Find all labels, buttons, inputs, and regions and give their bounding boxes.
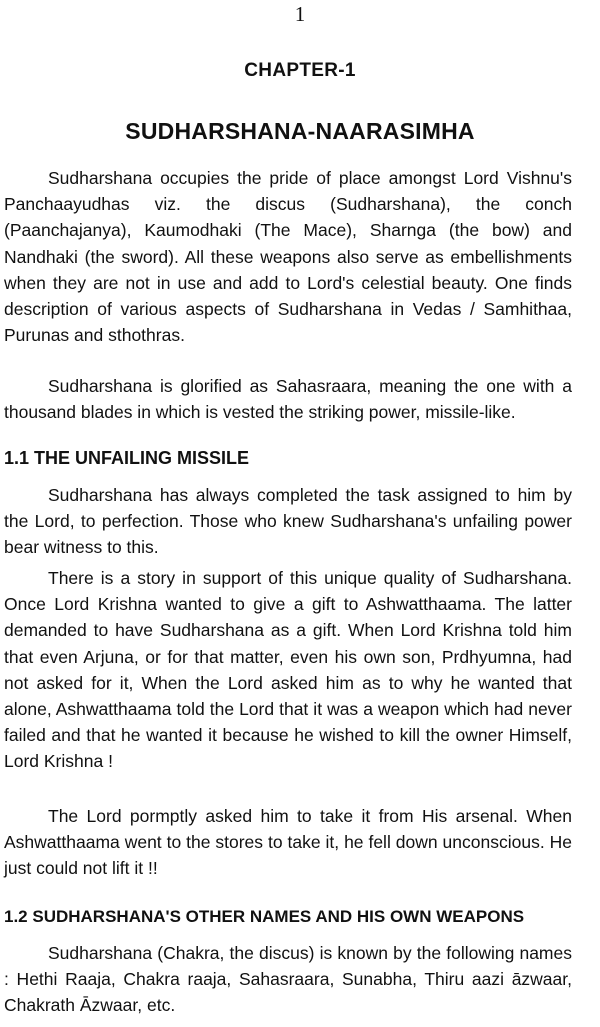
- section-heading-other-names: 1.2 SUDHARSHANA'S OTHER NAMES AND HIS OWN WEAPONS: [4, 907, 525, 926]
- paragraph-intro: [4, 165, 572, 348]
- paragraph-text: Sudharshana is glorified as Sahasraara, meaning the one with a thousand blades in which is vested the striking power, missile-like.: [4, 376, 572, 423]
- section-heading-unfailing-missile: 1.1 THE UNFAILING MISSILE: [4, 448, 250, 468]
- paragraph-names: [4, 940, 572, 1019]
- paragraph-text: Sudharshana has always completed the task assigned to him by the Lord, to perfection. Those who knew Sudharshana's unfailing power bear witness to this.: [4, 485, 572, 558]
- paragraph-sahasraara: [4, 373, 572, 425]
- chapter-label: CHAPTER-1: [244, 60, 356, 81]
- paragraph-text: Sudharshana occupies the pride of place amongst Lord Vishnu's Panchaayudhas viz. the discus (Sudharshana), the conch (Paanchajanya), Kaumodhaki (The Mace), Sharnga (the bow) and Nandhaki (the sword). All these weapons also serve as embellishments when they are not in use and add to Lord's celestial beauty. One finds description of various aspects of Sudharshana in Vedas / Samhithaa, Purunas and sthothras.: [4, 168, 572, 346]
- chapter-title: SUDHARSHANA-NAARASIMHA: [125, 118, 475, 144]
- paragraph-text: There is a story in support of this unique quality of Sudharshana. Once Lord Krishna wanted to give a gift to Ashwatthaama. The latter demanded to have Sudharshana as a gift. When Lord Krishna told him that even Arjuna, or for that matter, even his own son, Prdhyumna, had not asked for it, When the Lord asked him as to why he wanted that alone, Ashwatthaama told the Lord that it was a weapon which had never failed and that he wanted it because he wished to kill the owner Himself, Lord Krishna !: [4, 568, 572, 772]
- paragraph-story: [4, 565, 572, 775]
- paragraph-text: The Lord pormptly asked him to take it from His arsenal. When Ashwatthaama went to the stores to take it, he fell down unconscious. He just could not lift it !!: [4, 806, 572, 879]
- paragraph-arsenal: [4, 803, 572, 882]
- paragraph-task: [4, 482, 572, 561]
- page-number: 1: [294, 2, 306, 26]
- paragraph-text: Sudharshana (Chakra, the discus) is known by the following names : Hethi Raaja, Chakra raaja, Sahasraara, Sunabha, Thiru aazi āzwaar, Chakrath Āzwaar, etc.: [4, 943, 572, 1016]
